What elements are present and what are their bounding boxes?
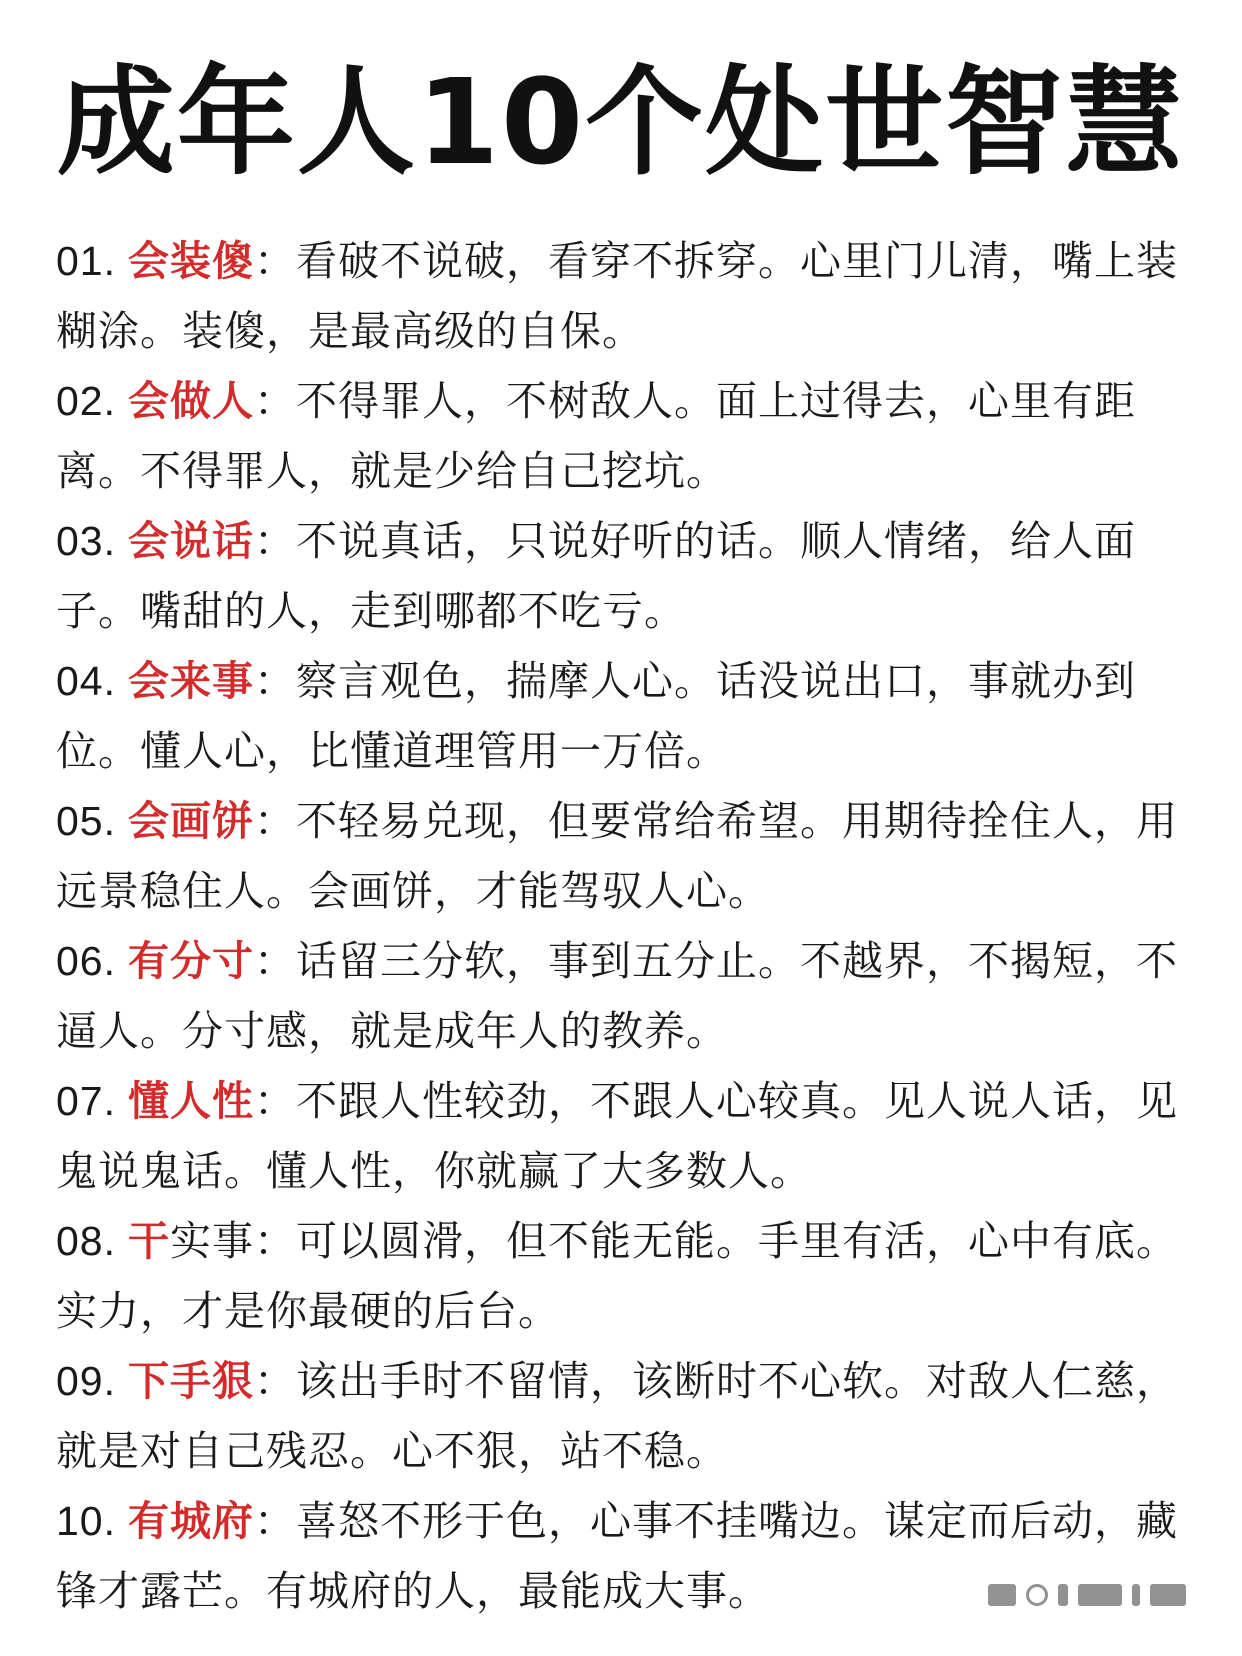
item-text: 不跟人性较劲，不跟人心较真。见人说人话，见鬼说鬼话。懂人性，你就赢了大多数人。 (56, 1077, 1178, 1195)
item-colon: ： (254, 1077, 296, 1125)
list-item (56, 1066, 1192, 1206)
item-number: 02. (56, 378, 116, 424)
item-number: 06. (56, 938, 116, 984)
watermark-logo (988, 1578, 1186, 1612)
item-keyword-rest: 实事 (170, 1217, 254, 1265)
item-keyword: 有城府 (128, 1497, 254, 1545)
item-text: 话留三分软，事到五分止。不越界，不揭短，不逼人。分寸感，就是成年人的教养。 (56, 937, 1178, 1055)
item-colon: ： (254, 377, 296, 425)
watermark-mark (988, 1584, 1016, 1606)
item-colon: ： (254, 1497, 296, 1545)
item-number: 08. (56, 1218, 116, 1264)
item-text: 察言观色，揣摩人心。话没说出口，事就办到位。懂人心，比懂道理管用一万倍。 (56, 657, 1136, 775)
item-text: 不轻易兑现，但要常给希望。用期待拴住人，用远景稳住人。会画饼，才能驾驭人心。 (56, 797, 1178, 915)
list-item (56, 926, 1192, 1066)
item-colon: ： (254, 937, 296, 985)
watermark-mark (1058, 1584, 1068, 1606)
list-item (56, 786, 1192, 926)
item-keyword: 会画饼 (128, 797, 254, 845)
list-item (56, 226, 1192, 366)
item-number: 10. (56, 1498, 116, 1544)
item-keyword: 下手狠 (128, 1357, 254, 1405)
item-keyword: 干 (128, 1217, 170, 1265)
item-keyword: 有分寸 (128, 937, 254, 985)
list-item (56, 646, 1192, 786)
item-number: 07. (56, 1078, 116, 1124)
wisdom-list (56, 226, 1192, 1626)
watermark-circle-icon (1026, 1584, 1048, 1606)
item-text: 可以圆滑，但不能无能。手里有活，心中有底。实力，才是你最硬的后台。 (56, 1217, 1178, 1335)
watermark-mark (1150, 1584, 1186, 1606)
list-item (56, 1206, 1192, 1346)
item-number: 05. (56, 798, 116, 844)
page-title: 成年人10个处世智慧 (56, 53, 1186, 191)
item-colon: ： (254, 1217, 296, 1265)
item-text: 喜怒不形于色，心事不挂嘴边。谋定而后动，藏锋才露芒。有城府的人，最能成大事。 (56, 1497, 1178, 1615)
list-item (56, 366, 1192, 506)
item-number: 09. (56, 1358, 116, 1404)
item-keyword: 会装傻 (128, 237, 254, 285)
item-number: 01. (56, 238, 116, 284)
watermark-mark (1132, 1584, 1140, 1606)
item-colon: ： (254, 797, 296, 845)
item-colon: ： (254, 1357, 296, 1405)
item-text: 不说真话，只说好听的话。顺人情绪，给人面子。嘴甜的人，走到哪都不吃亏。 (56, 517, 1136, 635)
item-colon: ： (254, 657, 296, 705)
item-text: 该出手时不留情，该断时不心软。对敌人仁慈，就是对自己残忍。心不狠，站不稳。 (56, 1357, 1178, 1475)
item-keyword: 会来事 (128, 657, 254, 705)
item-colon: ： (254, 237, 296, 285)
watermark-mark (1078, 1584, 1122, 1606)
item-keyword: 懂人性 (128, 1077, 254, 1125)
item-keyword: 会做人 (128, 377, 254, 425)
list-item (56, 506, 1192, 646)
item-text: 不得罪人，不树敌人。面上过得去，心里有距离。不得罪人，就是少给自己挖坑。 (56, 377, 1136, 495)
item-number: 03. (56, 518, 116, 564)
list-item (56, 1346, 1192, 1486)
item-text: 看破不说破，看穿不拆穿。心里门儿清，嘴上装糊涂。装傻，是最高级的自保。 (56, 237, 1178, 355)
item-colon: ： (254, 517, 296, 565)
item-number: 04. (56, 658, 116, 704)
item-keyword: 会说话 (128, 517, 254, 565)
